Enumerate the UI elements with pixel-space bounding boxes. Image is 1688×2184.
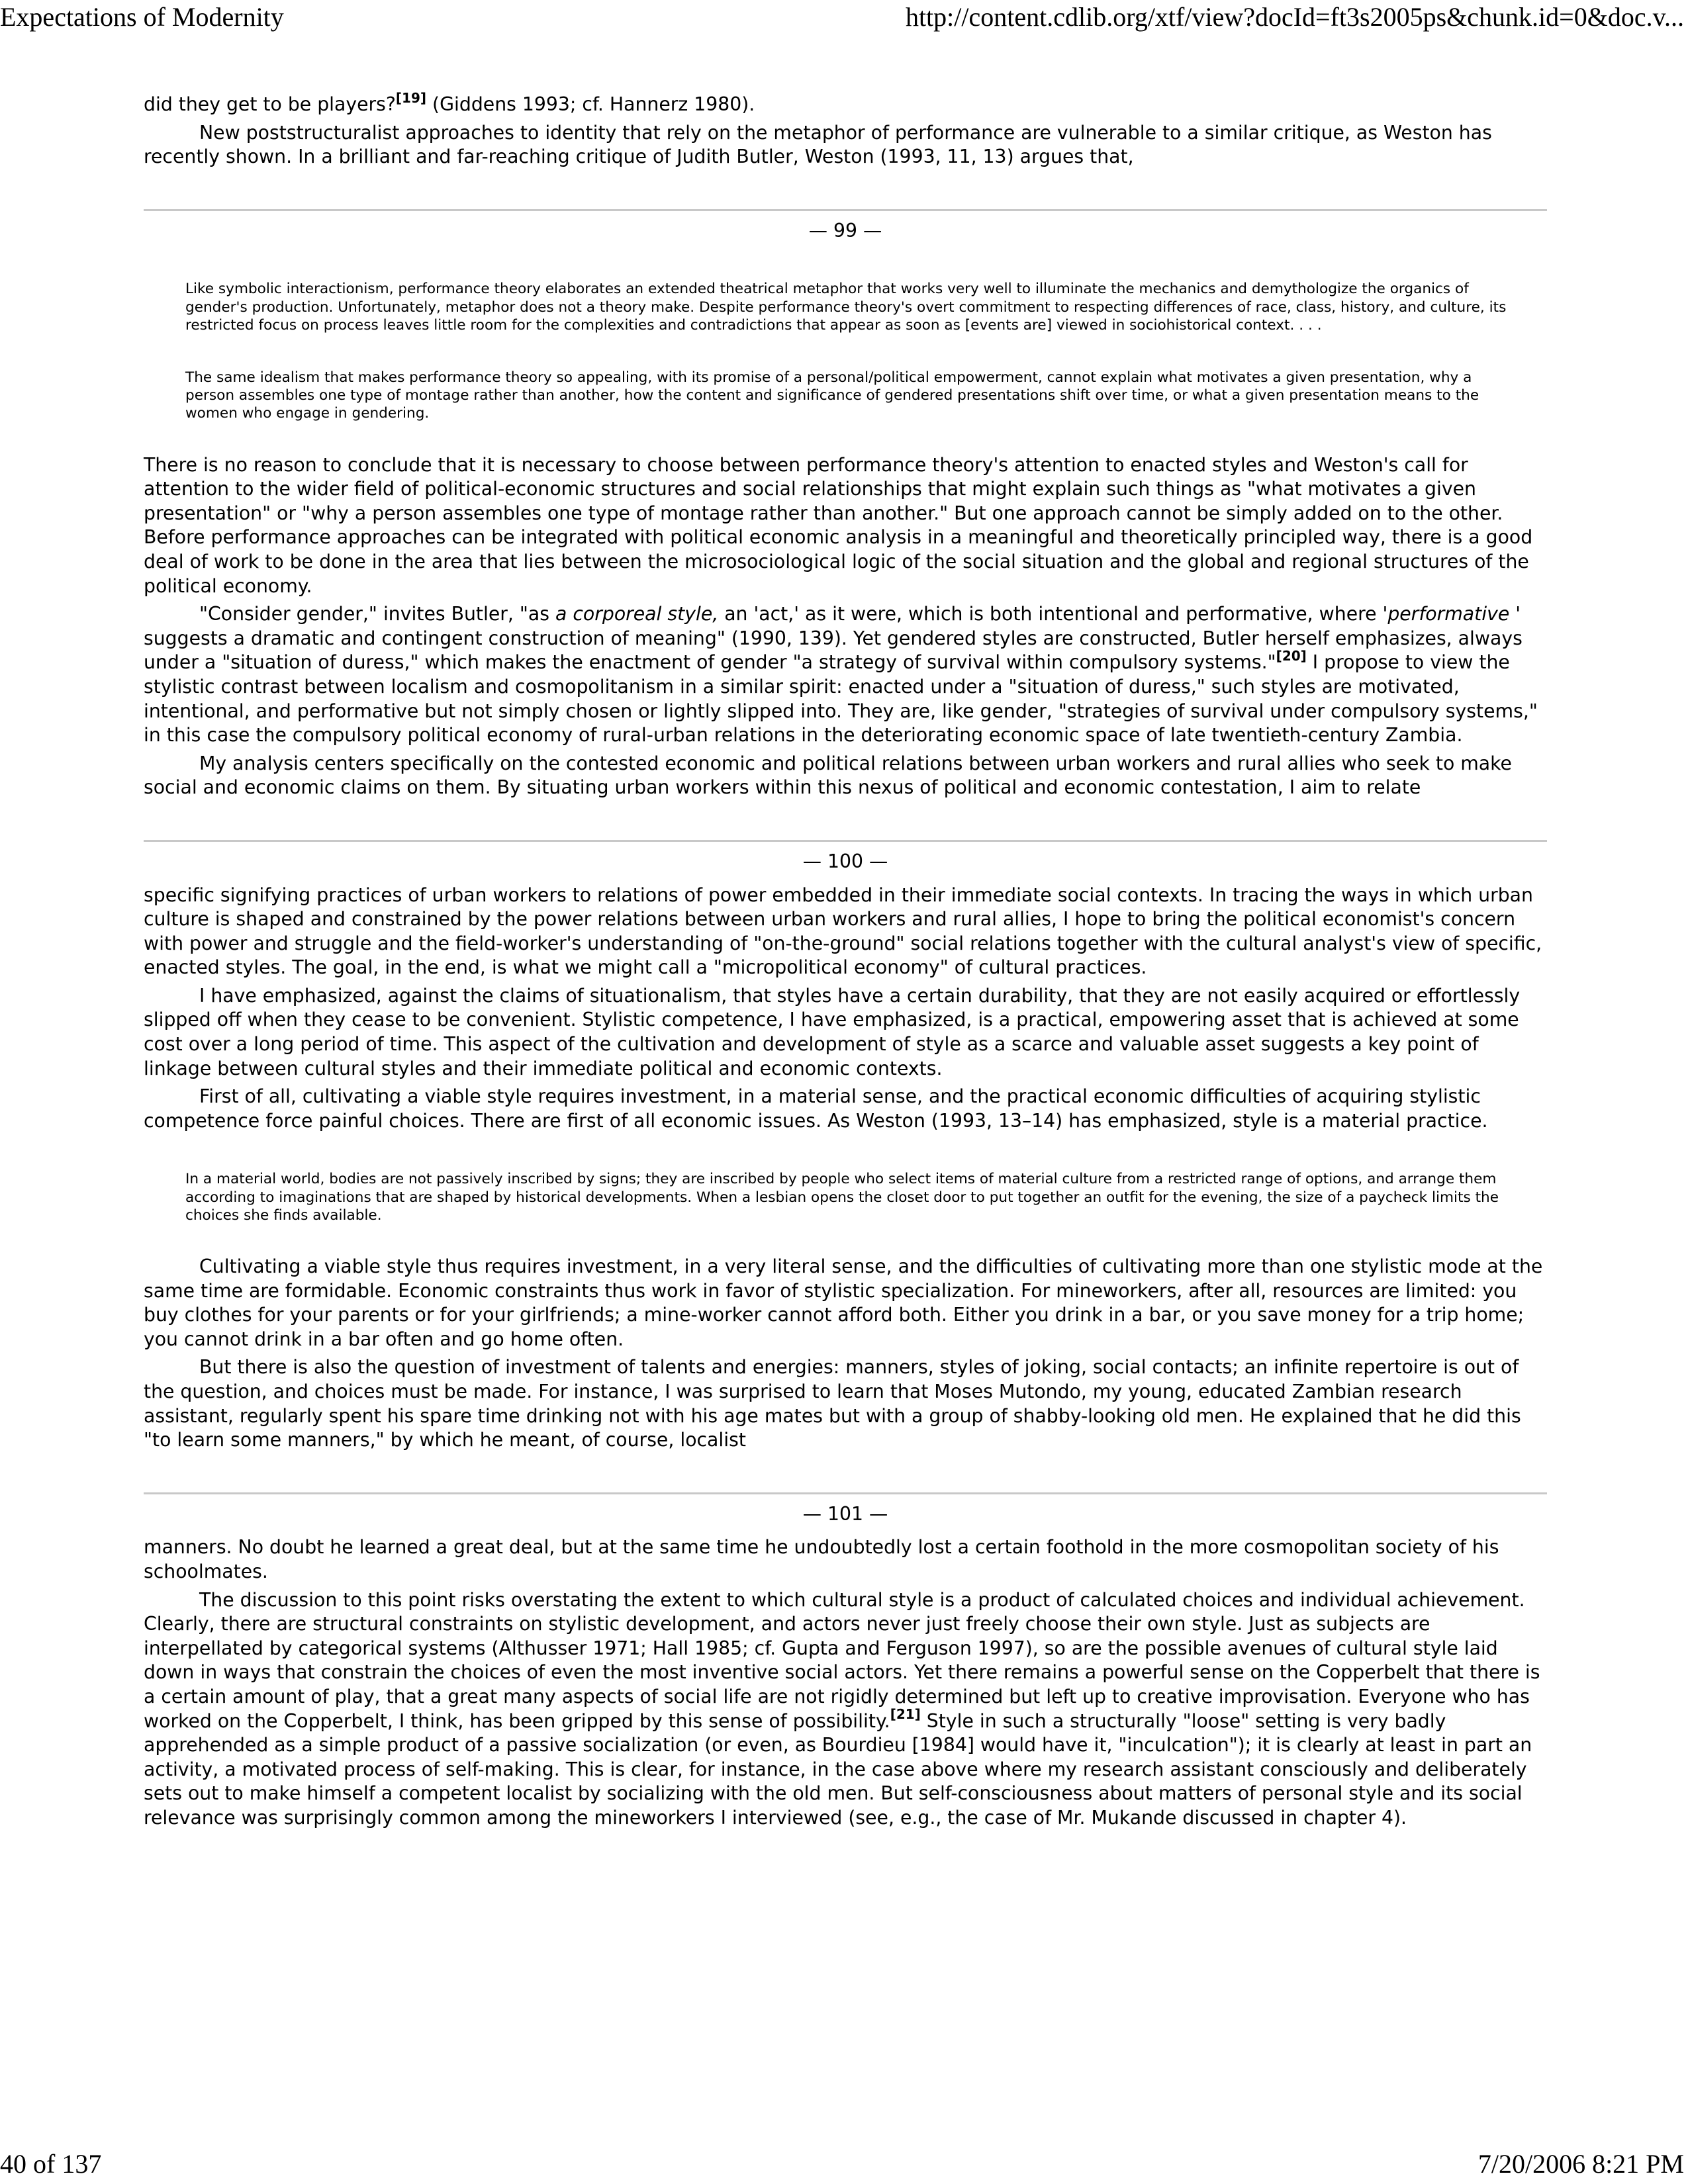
browser-print-url: http://content.cdlib.org/xtf/view?docId=ft3s2005ps&chunk.id=0&doc.v... [905,2,1684,32]
page-divider [144,1492,1547,1494]
page-number-99: — 99 — [808,219,882,242]
paragraph: manners. No doubt he learned a great deal, but at the same time he undoubtedly lost a certain foothold in the more cosmopolitan society of his schoolmates. [144,1536,1499,1582]
emphasis: performative [1387,603,1510,625]
footnote-link-19[interactable]: [19] [395,89,427,106]
paragraph: My analysis centers specifically on the contested economic and political relations between urban workers and rural allies who seek to make social and economic claims on them. By situating urban workers within this nexus of political and economic contestation, I aim to relate [144,752,1512,799]
footnote-link-21[interactable]: [21] [890,1706,921,1723]
paragraph: Cultivating a viable style thus requires investment, in a very literal sense, and the difficulties of cultivating more than one stylistic mode at the same time are formidable. Economic constraints thus work in favor of stylistic specialization. For mineworkers, after all, resources are limited: you buy clothes for your parents or for your girlfriends; a mine-worker cannot afford both. Either you drink in a bar, or you save money for a trip home; you cannot drink in a bar often and go home often. [144,1255,1543,1350]
browser-print-title: Expectations of Modernity [0,2,284,32]
paragraph: specific signifying practices of urban workers to relations of power embedded in their immediate social contexts. In tracing the ways in which urban culture is shaped and constrained by the power relations between urban workers and rural allies, I hope to bring the political economist's concern with power and struggle and the field-worker's understanding of "on-the-ground" social relations together with the cultural analyst's view of specific, enacted styles. The goal, in the end, is what we might call a "micropolitical economy" of cultural practices. [144,884,1542,979]
block-quote-paragraph: Like symbolic interactionism, performance theory elaborates an extended theatrical metaphor that works very well to illuminate the mechanics and demythologize the organics of gender's production. Unfortunately, metaphor does not a theory make. Despite performance theory's overt commitment to respecting differences of race, class, history, and culture, its restricted focus on process leaves little room for the complexities and contradictions that appear as soon as [events are] viewed in sociohistorical context. . . . [185,281,1507,334]
block-quote-paragraph: In a material world, bodies are not passively inscribed by signs; they are inscribed by people who select items of material culture from a restricted range of options, and arrange them according to imaginations that are shaped by historical developments. When a lesbian opens the closet door to put together an outfit for the evening, the size of a paycheck limits the choices she finds available. [185,1171,1499,1224]
paragraph-text: did they get to be players? [144,93,396,115]
document-body [144,89,1547,1835]
page-divider [144,209,1547,211]
paragraph: But there is also the question of investment of talents and energies: manners, styles of joking, social contacts; an infinite repertoire is out of the question, and choices must be made. For instance, I was surprised to learn that Moses Mutondo, my young, educated Zambian research assistant, regularly spent his spare time drinking not with his age mates but with a group of shabby-looking old men. He explained that he did this "to learn some manners," by which he meant, of course, localist [144,1356,1521,1451]
block-quote-paragraph: The same idealism that makes performance theory so appealing, with its promise of a personal/political empowerment, cannot explain what motivates a given presentation, why a person assembles one type of montage rather than another, how the content and significance of gendered presentations shift over time, or what a given presentation means to the women who engage in gendering. [185,369,1479,422]
paragraph [144,602,1547,748]
paragraph-text: Style in such a structurally "loose" setting is very badly apprehended as a simple product of a passive socialization (or even, as Bourdieu [1984] would have it, "inculcation"); it is clearly at least in part an activity, a motivated process of self-making. This is clear, for instance, in the case above where my research assistant consciously and deliberately sets out to make himself a competent localist by socializing with the old men. But self-consciousness about matters of personal style and its social relevance was surprisingly common among the mineworkers I interviewed (see, e.g., the case of Mr. Mukande discussed in chapter 4). [144,1709,1532,1829]
page-number-101: — 101 — [802,1502,888,1525]
paragraph-text: "Consider gender," invites Butler, "as [199,603,556,625]
paragraph-text: The discussion to this point risks overstating the extent to which cultural style is a product of calculated choices and individual achievement. Clearly, there are structural constraints on stylistic development, and actors never just freely choose their own style. Just as subjects are interpellated by categorical systems (Althusser 1971; Hall 1985; cf. Gupta and Ferguson 1997), so are the possible avenues of cultural style laid down in ways that constrain the choices of even the most inventive social actors. Yet there remains a powerful sense on the Copperbelt that there is a certain amount of play, that a great many aspects of social life are not rigidly determined but left up to creative improvisation. Everyone who has worked on the Copperbelt, I think, has been gripped by this sense of possibility. [144,1588,1540,1732]
paragraph: There is no reason to conclude that it is necessary to choose between performance theory's attention to enacted styles and Weston's call for attention to the wider field of political-economic structures and social relationships that might explain such things as "what motivates a given presentation" or "why a person assembles one type of montage rather than another." But one approach cannot be simply added on to the other. Before performance approaches can be integrated with political economic analysis in a meaningful and theoretically principled way, there is a good deal of work to be done in the area that lies between the microsociological logic of the social situation and the global and regional structures of the political economy. [144,453,1533,597]
paragraph [144,1588,1547,1831]
paragraph-text: ' suggests a dramatic and contingent construction of meaning" (1990, 139). Yet gendered styles are constructed, Butler herself emphasizes, always under a "situation of duress," which makes the enactment of gender "a strategy of survival within compulsory systems." [144,603,1523,674]
block-quote [185,280,1519,422]
paragraph-text: (Giddens 1993; cf. Hannerz 1980). [426,93,755,115]
print-page-counter: 40 of 137 [0,2149,102,2179]
paragraph-text: an 'act,' as it were, which is both intentional and performative, where ' [718,603,1388,625]
page-divider [144,840,1547,842]
emphasis: a corporeal style, [555,603,719,625]
paragraph [144,89,1547,117]
paragraph: First of all, cultivating a viable style requires investment, in a material sense, and the practical economic difficulties of acquiring stylistic competence force painful choices. There are first of all economic issues. As Weston (1993, 13–14) has emphasized, style is a material practice. [144,1085,1488,1132]
footnote-link-20[interactable]: [20] [1276,647,1307,664]
paragraph-text: I propose to view the stylistic contrast between localism and cosmopolitanism in a similar spirit: enacted under a "situation of duress," such styles are motivated, intentional, and performative but not simply chosen or lightly slipped into. They are, like gender, "strategies of survival under compulsory systems," in this case the compulsory political economy of rural-urban relations in the deteriorating economic space of late twentieth-century Zambia. [144,651,1538,747]
page-number-100: — 100 — [802,850,888,872]
paragraph: I have emphasized, against the claims of situationalism, that styles have a certain durability, that they are not easily acquired or effortlessly slipped off when they cease to be convenient. Stylistic competence, I have emphasized, is a practical, empowering asset that is achieved at some cost over a long period of time. This aspect of the cultivation and development of style as a scarce and valuable asset suggests a key point of linkage between cultural styles and their immediate political and economic contexts. [144,984,1521,1079]
paragraph: New poststructuralist approaches to identity that rely on the metaphor of performance are vulnerable to a similar critique, as Weston has recently shown. In a brilliant and far-reaching critique of Judith Butler, Weston (1993, 11, 13) argues that, [144,121,1492,168]
print-datetime: 7/20/2006 8:21 PM [1477,2149,1684,2179]
block-quote [185,1170,1519,1224]
